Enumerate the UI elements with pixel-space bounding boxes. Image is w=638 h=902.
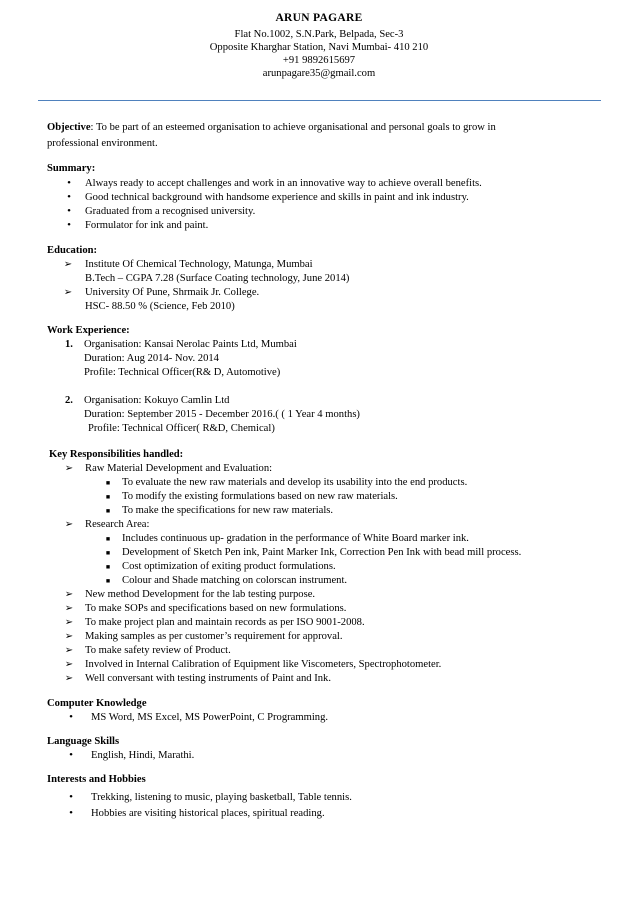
education-degree: HSC- 88.50 % (Science, Feb 2010) — [85, 301, 235, 312]
job-duration: Duration: Aug 2014- Nov. 2014 — [84, 353, 219, 364]
address-line-1: Flat No.1002, S.N.Park, Belpada, Sec-3 — [234, 29, 404, 40]
square-bullet-icon: ■ — [105, 535, 111, 543]
objective-line-1 — [47, 122, 496, 133]
arrow-bullet-icon: ➢ — [64, 519, 74, 530]
arrow-bullet-icon: ➢ — [64, 617, 74, 628]
address-line-2: Opposite Kharghar Station, Navi Mumbai- 410 210 — [209, 42, 429, 53]
arrow-bullet-icon: ➢ — [64, 463, 74, 474]
raw-material-item: To evaluate the new raw materials and develop its usability into the end products. — [122, 477, 468, 488]
responsibility-item: Involved in Internal Calibration of Equipment like Viscometers, Spectrophotometer. — [85, 659, 442, 670]
arrow-bullet-icon: ➢ — [64, 659, 74, 670]
summary-item: Formulator for ink and paint. — [85, 220, 209, 231]
summary-heading: Summary: — [47, 163, 96, 174]
job-profile: Profile: Technical Officer( R&D, Chemical) — [88, 423, 275, 434]
raw-material-item: To modify the existing formulations based on new raw materials. — [122, 491, 398, 502]
arrow-bullet-icon: ➢ — [64, 589, 74, 600]
responsibilities-heading: Key Responsibilities handled: — [49, 449, 184, 460]
research-area-title: Research Area: — [85, 519, 150, 530]
arrow-bullet-icon: ➢ — [64, 645, 74, 656]
bullet-dot-icon: • — [69, 791, 73, 803]
research-item: Development of Sketch Pen ink, Paint Marker Ink, Correction Pen Ink with bead mill process. — [122, 547, 522, 558]
square-bullet-icon: ■ — [105, 493, 111, 501]
responsibility-item: To make SOPs and specifications based on new formulations. — [85, 603, 347, 614]
summary-item: Graduated from a recognised university. — [85, 206, 256, 217]
job-organisation: Organisation: Kansai Nerolac Paints Ltd, Mumbai — [84, 339, 297, 350]
responsibility-item: Well conversant with testing instruments of Paint and Ink. — [85, 673, 331, 684]
job-number: 1. — [65, 339, 73, 350]
header-divider — [38, 100, 601, 101]
square-bullet-icon: ■ — [105, 577, 111, 585]
language-heading: Language Skills — [47, 736, 120, 747]
bullet-dot-icon: • — [67, 177, 71, 189]
language-item: English, Hindi, Marathi. — [91, 750, 195, 761]
bullet-dot-icon: • — [69, 807, 73, 819]
interests-heading: Interests and Hobbies — [47, 774, 146, 785]
job-organisation: Organisation: Kokuyo Camlin Ltd — [84, 395, 230, 406]
resume-name: ARUN PAGARE — [275, 12, 363, 24]
summary-item: Good technical background with handsome experience and skills in paint and ink industry. — [85, 192, 469, 203]
raw-material-title: Raw Material Development and Evaluation: — [85, 463, 273, 474]
responsibility-item: To make project plan and maintain records as per ISO 9001-2008. — [85, 617, 365, 628]
responsibility-item: New method Development for the lab testing purpose. — [85, 589, 316, 600]
job-profile: Profile: Technical Officer(R& D, Automotive) — [84, 367, 281, 378]
responsibility-item: Making samples as per customer’s requirement for approval. — [85, 631, 343, 642]
square-bullet-icon: ■ — [105, 563, 111, 571]
research-item: Includes continuous up- gradation in the performance of White Board marker ink. — [122, 533, 469, 544]
arrow-bullet-icon: ➢ — [63, 287, 73, 298]
bullet-dot-icon: • — [69, 711, 73, 723]
education-institute: University Of Pune, Shrmaik Jr. College. — [85, 287, 260, 298]
objective-label: Objective — [47, 122, 91, 133]
interests-item: Hobbies are visiting historical places, spiritual reading. — [91, 808, 325, 819]
education-heading: Education: — [47, 245, 98, 256]
email-address: arunpagare35@gmail.com — [262, 68, 376, 79]
research-item: Colour and Shade matching on colorscan instrument. — [122, 575, 348, 586]
education-degree: B.Tech – CGPA 7.28 (Surface Coating technology, June 2014) — [85, 273, 350, 284]
responsibility-item: To make safety review of Product. — [85, 645, 231, 656]
objective-line-2: professional environment. — [47, 138, 158, 149]
job-number: 2. — [65, 395, 73, 406]
square-bullet-icon: ■ — [105, 479, 111, 487]
bullet-dot-icon: • — [67, 205, 71, 217]
raw-material-item: To make the specifications for new raw materials. — [122, 505, 334, 516]
interests-item: Trekking, listening to music, playing basketball, Table tennis. — [91, 792, 352, 803]
arrow-bullet-icon: ➢ — [64, 631, 74, 642]
arrow-bullet-icon: ➢ — [63, 259, 73, 270]
square-bullet-icon: ■ — [105, 507, 111, 515]
research-item: Cost optimization of exiting product formulations. — [122, 561, 336, 572]
work-heading: Work Experience: — [47, 325, 130, 336]
arrow-bullet-icon: ➢ — [64, 603, 74, 614]
arrow-bullet-icon: ➢ — [64, 673, 74, 684]
job-duration: Duration: September 2015 - December 2016.( ( 1 Year 4 months) — [84, 409, 360, 420]
square-bullet-icon: ■ — [105, 549, 111, 557]
bullet-dot-icon: • — [67, 191, 71, 203]
bullet-dot-icon: • — [67, 219, 71, 231]
phone-number: +91 9892615697 — [282, 55, 356, 66]
education-institute: Institute Of Chemical Technology, Matunga, Mumbai — [85, 259, 313, 270]
bullet-dot-icon: • — [69, 749, 73, 761]
objective-text: : To be part of an esteemed organisation to achieve organisational and personal goals to grow in — [90, 122, 496, 133]
computer-item: MS Word, MS Excel, MS PowerPoint, C Programming. — [91, 712, 329, 723]
computer-heading: Computer Knowledge — [47, 698, 147, 709]
summary-item: Always ready to accept challenges and work in an innovative way to achieve overall benefits. — [85, 178, 482, 189]
